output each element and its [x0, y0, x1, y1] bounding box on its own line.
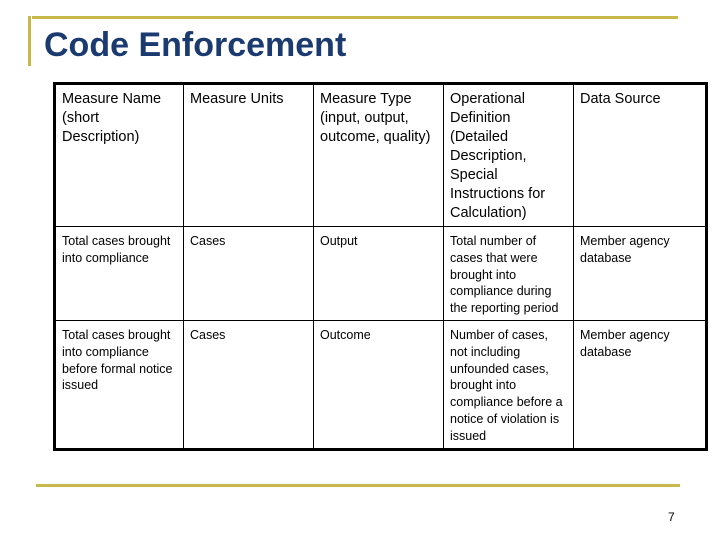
cell-measure-type: Outcome [314, 320, 444, 449]
slide-title: Code Enforcement [44, 26, 347, 64]
bottom-accent-line [36, 484, 680, 487]
cell-measure-units: Cases [184, 227, 314, 321]
table-row [55, 227, 707, 321]
cell-data-source: Member agency database [574, 227, 707, 321]
page-number: 7 [668, 510, 675, 524]
cell-measure-type: Output [314, 227, 444, 321]
header-measure-units: Measure Units [184, 84, 314, 227]
header-operational-definition: Operational Definition (Detailed Description, Special Instructions for Calculation) [444, 84, 574, 227]
cell-measure-name: Total cases brought into compliance before formal notice issued [55, 320, 184, 449]
cell-data-source: Member agency database [574, 320, 707, 449]
cell-measure-units: Cases [184, 320, 314, 449]
left-accent-line [28, 16, 31, 66]
table-header-row [55, 84, 707, 227]
header-measure-type: Measure Type (input, output, outcome, quality) [314, 84, 444, 227]
cell-operational-definition: Total number of cases that were brought into compliance during the reporting period [444, 227, 574, 321]
cell-operational-definition: Number of cases, not including unfounded cases, brought into compliance before a notice of violation is issued [444, 320, 574, 449]
header-data-source: Data Source [574, 84, 707, 227]
table-row [55, 320, 707, 449]
cell-measure-name: Total cases brought into compliance [55, 227, 184, 321]
header-measure-name: Measure Name (short Description) [55, 84, 184, 227]
top-accent-line [32, 16, 678, 19]
measures-table [53, 82, 708, 451]
